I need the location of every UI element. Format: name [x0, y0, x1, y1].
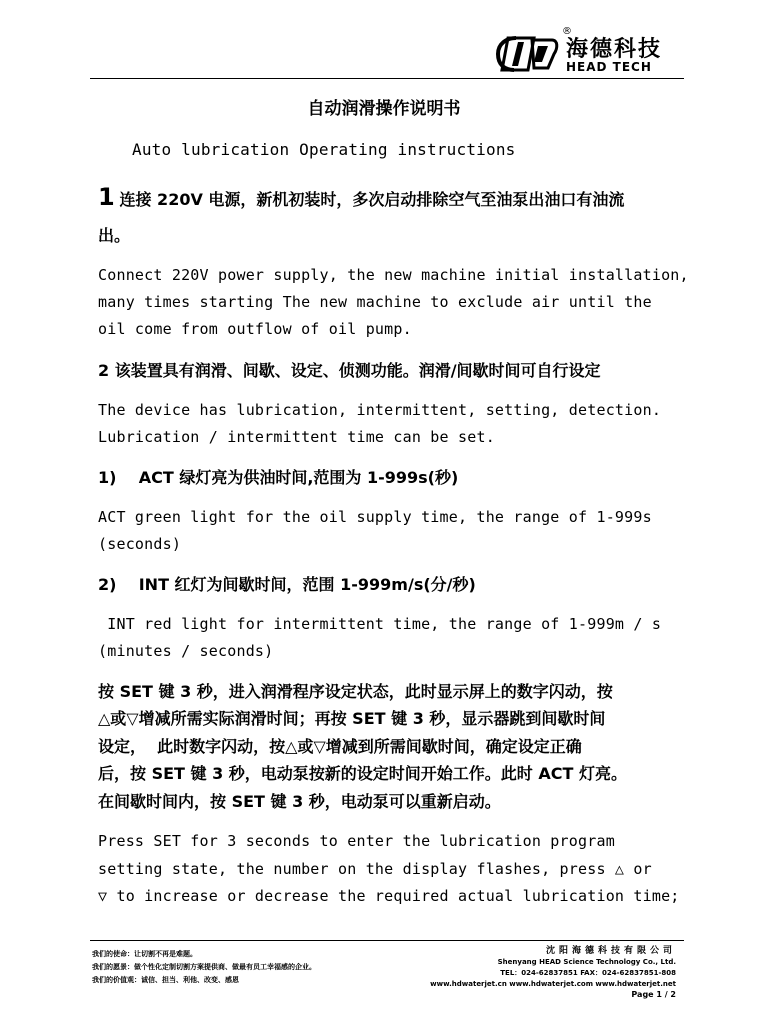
footer-company-en: Shenyang HEAD Science Technology Co., Ltd. [497, 958, 676, 966]
footer-statements [92, 948, 316, 987]
item-2-cn: 2) INT 红灯为间歇时间，范围 1-999m/s(分/秒) [98, 575, 476, 594]
footer-websites: www.hdwaterjet.cn www.hdwaterjet.com www.hdwaterjet.net [430, 980, 676, 988]
section-2-en-line-1: The device has lubrication, intermittent, setting, detection. [98, 401, 662, 419]
company-logo [494, 26, 684, 76]
logo-chinese-name: 海德科技 [566, 37, 663, 62]
footer-mission: 我们的使命：让切割不再是难题。 [92, 950, 197, 958]
section-2-cn: 2 该装置具有润滑、间歇、设定、侦测功能。润滑/间歇时间可自行设定 [98, 361, 601, 380]
item-2-en-line-2: (minutes / seconds) [98, 642, 274, 660]
item-1-en-line-2: (seconds) [98, 535, 182, 553]
document-title-en: Auto lubrication Operating instructions [132, 140, 516, 159]
procedure-en-line-1: Press SET for 3 seconds to enter the lubrication program [98, 832, 615, 850]
logo-english-name: HEAD TECH [566, 60, 652, 74]
section-1-number: 1 [98, 183, 115, 211]
procedure-en-line-3: ▽ to increase or decrease the required actual lubrication time; [98, 887, 680, 905]
section-1-en-line-2: many times starting The new machine to exclude air until the [98, 293, 652, 311]
item-1-en-line-1: ACT green light for the oil supply time, the range of 1-999s [98, 508, 652, 526]
procedure-cn-line-3: 设定， 此时数字闪动，按△或▽增减到所需间歇时间，确定设定正确 [98, 737, 582, 756]
head-tech-logo-icon [494, 34, 560, 74]
section-1-en-line-1: Connect 220V power supply, the new machine initial installation, [98, 266, 689, 284]
item-2-en-line-1: INT red light for intermittent time, the range of 1-999m / s [98, 615, 662, 633]
section-1-cn-line-1: 连接 220V 电源，新机初装时，多次启动排除空气至油泵出油口有油流 [119, 190, 625, 209]
procedure-cn-line-2: △或▽增减所需实际润滑时间；再按 SET 键 3 秒，显示器跳到间歇时间 [98, 709, 606, 728]
footer-values: 我们的价值观：诚信、担当、利他、改变、感恩 [92, 976, 239, 984]
item-1-cn: 1) ACT 绿灯亮为供油时间,范围为 1-999s(秒) [98, 468, 459, 487]
header-divider [90, 78, 684, 79]
procedure-cn-line-1: 按 SET 键 3 秒，进入润滑程序设定状态，此时显示屏上的数字闪动，按 [98, 682, 613, 701]
registered-mark: ® [562, 26, 572, 37]
document-title-cn: 自动润滑操作说明书 [307, 99, 461, 119]
section-1-cn [98, 184, 698, 215]
footer-divider [90, 940, 684, 941]
page-number: Page 1 / 2 [631, 990, 676, 999]
procedure-cn-line-5: 在间歇时间内，按 SET 键 3 秒，电动泵可以重新启动。 [98, 792, 501, 811]
footer-vision: 我们的愿景：做个性化定制切割方案提供商、做最有员工幸福感的企业。 [92, 963, 316, 971]
procedure-cn-line-4: 后，按 SET 键 3 秒，电动泵按新的设定时间开始工作。此时 ACT 灯亮。 [98, 764, 627, 783]
section-2-en-line-2: Lubrication / intermittent time can be set. [98, 428, 495, 446]
footer-company-info [430, 946, 676, 990]
section-1-cn-line-2: 出。 [98, 226, 131, 245]
section-1-en-line-3: oil come from outflow of oil pump. [98, 320, 412, 338]
footer-tel-fax: TEL：024-62837851 FAX：024-62837851-808 [500, 969, 676, 977]
footer-company-cn: 沈阳海德科技有限公司 [545, 946, 676, 956]
procedure-en-line-2: setting state, the number on the display flashes, press △ or [98, 860, 652, 878]
